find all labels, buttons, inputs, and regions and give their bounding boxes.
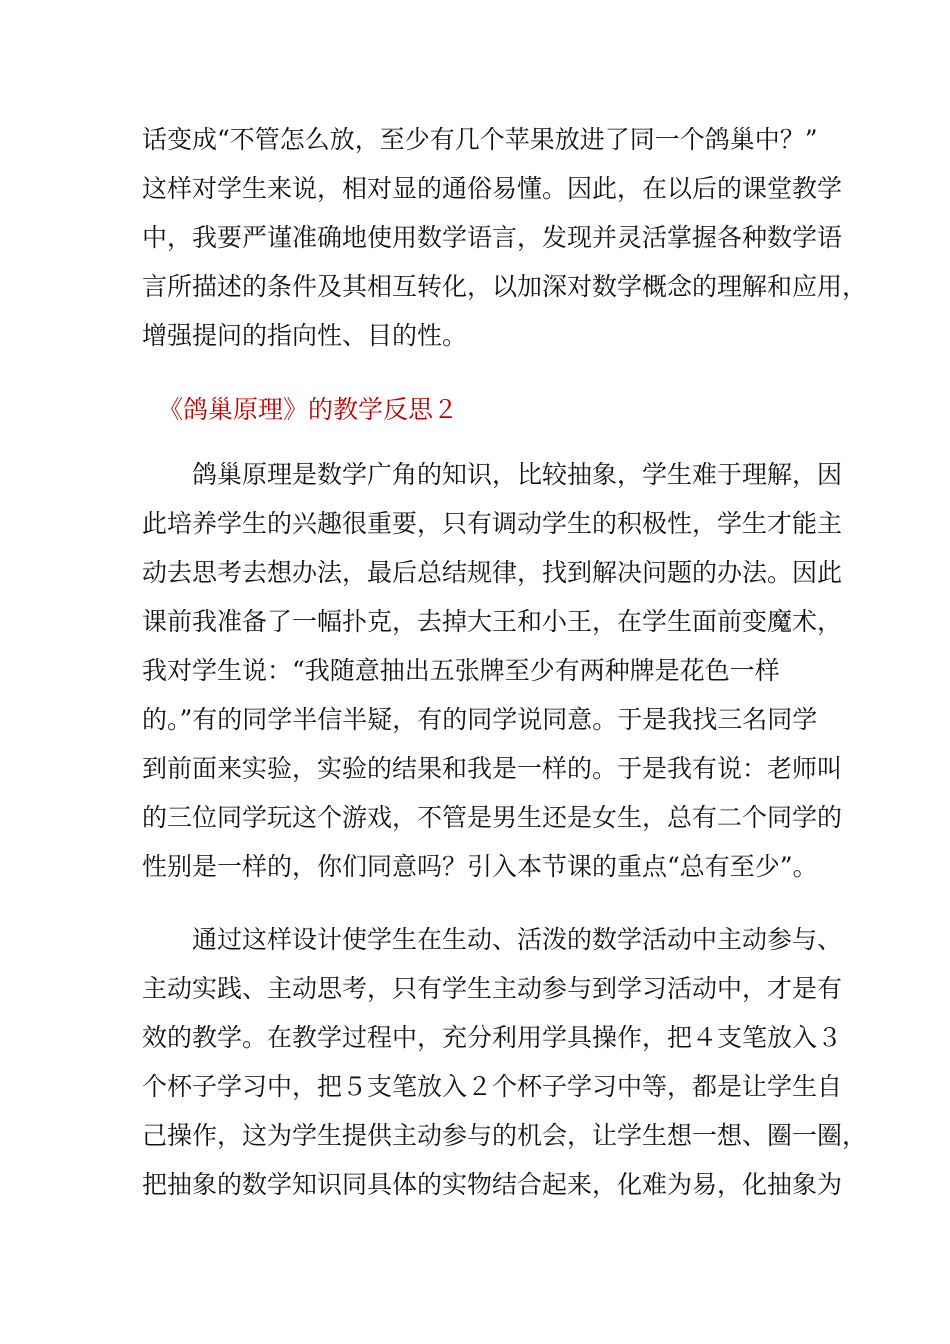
text-line: 此培养学生的兴趣很重要，只有调动学生的积极性，学生才能主 bbox=[142, 509, 843, 538]
text-line: 把抽象的数学知识同具体的实物结合起来，化难为易，化抽象为 bbox=[142, 1170, 843, 1199]
text-line: 通过这样设计使学生在生动、活泼的数学活动中主动参与、 bbox=[142, 925, 843, 954]
text-line: 课前我准备了一幅扑克，去掉大王和小王，在学生面前变魔术， bbox=[142, 607, 843, 636]
text-line: 主动实践、主动思考，只有学生主动参与到学习活动中，才是有 bbox=[142, 974, 843, 1003]
text-line: 言所描述的条件及其相互转化，以加深对数学概念的理解和应用， bbox=[142, 272, 868, 301]
text-line: 这样对学生来说，相对显的通俗易懂。因此，在以后的课堂教学 bbox=[142, 174, 843, 203]
text-line: 动去思考去想办法，最后总结规律，找到解决问题的办法。因此 bbox=[142, 558, 843, 587]
text-line: 增强提问的指向性、目的性。 bbox=[142, 321, 468, 350]
text-line: 性别是一样的，你们同意吗？引入本节课的重点“总有至少”。 bbox=[142, 852, 818, 881]
text-line: 话变成“不管怎么放，至少有几个苹果放进了同一个鸽巢中？” bbox=[142, 125, 818, 154]
text-line: 鸽巢原理是数学广角的知识，比较抽象，学生难于理解，因 bbox=[142, 460, 843, 489]
text-line: 中，我要严谨准确地使用数学语言，发现并灵活掌握各种数学语 bbox=[142, 223, 843, 252]
text-line: 己操作，这为学生提供主动参与的机会，让学生想一想、圈一圈， bbox=[142, 1121, 868, 1150]
text-line: 到前面来实验，实验的结果和我是一样的。于是我有说：老师叫 bbox=[142, 754, 843, 783]
text-line: 的三位同学玩这个游戏，不管是男生还是女生，总有二个同学的 bbox=[142, 803, 843, 832]
section-heading: 《鸽巢原理》的教学反思２ bbox=[158, 395, 459, 424]
text-line: 我对学生说：“我随意抽出五张牌至少有两种牌是花色一样 bbox=[142, 656, 780, 685]
text-line: 个杯子学习中，把５支笔放入２个杯子学习中等，都是让学生自 bbox=[142, 1072, 843, 1101]
text-line: 的。”有的同学半信半疑，有的同学说同意。于是我找三名同学 bbox=[142, 705, 818, 734]
text-line: 效的教学。在教学过程中，充分利用学具操作，把４支笔放入３ bbox=[142, 1023, 843, 1052]
